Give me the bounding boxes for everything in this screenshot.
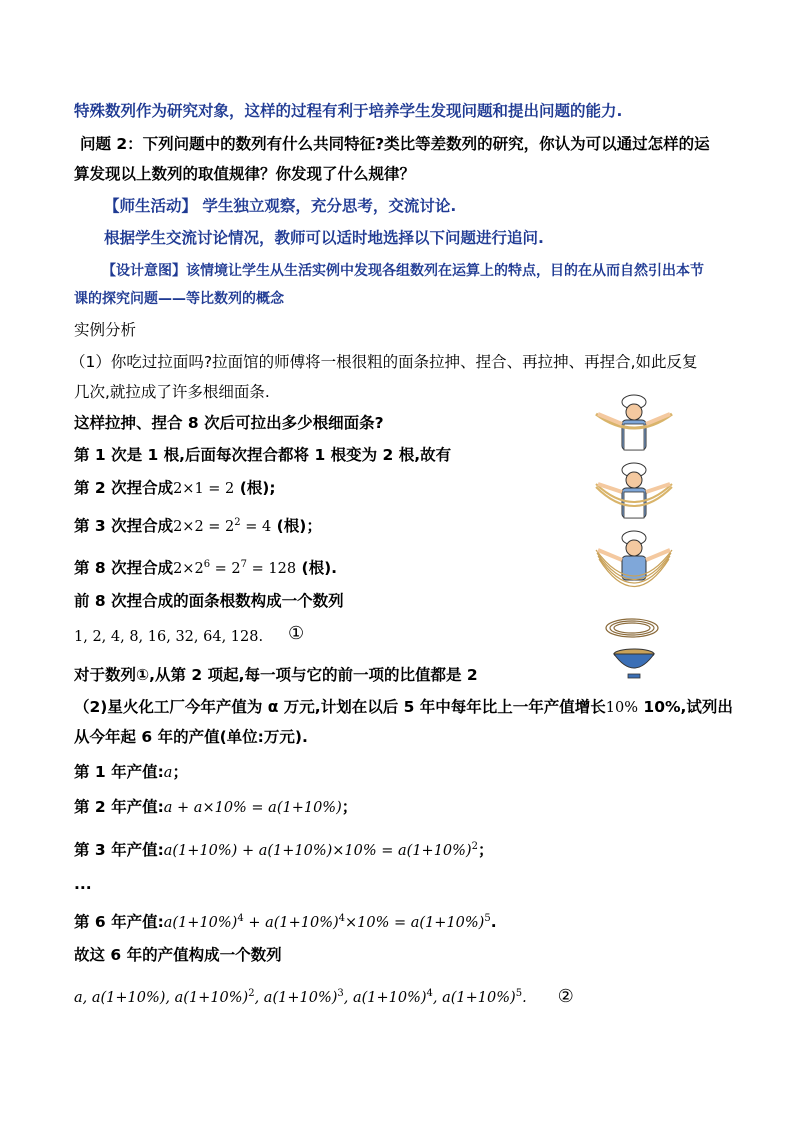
sequence-marker-1: ① (288, 623, 305, 644)
design-intent-line2: 课的探究问题——等比数列的概念 (74, 291, 284, 307)
year1-math: a (163, 765, 173, 781)
seq-exponent4: 4 (426, 988, 433, 999)
year6-end: . (490, 913, 497, 932)
example1-sequence-intro: 前 8 次捏合成的面条根数构成一个数列 (74, 592, 344, 610)
step2-label: 第 2 次捏合成 (74, 479, 174, 497)
question2-line2: 算发现以上数列的取值规律？你发现了什么规律？ (74, 165, 416, 183)
design-intent-line1: 【设计意图】该情境让学生从生活实例中发现各组数列在运算上的特点，目的在从而自然引出本节 (102, 263, 704, 279)
example2-year2 (74, 797, 357, 818)
year6-label: 第 6 年产值: (74, 913, 164, 932)
example1-step2 (74, 478, 276, 499)
step8-label: 第 8 次捏合成 (74, 559, 174, 578)
example2-seq-b: , a(1+10%) (254, 990, 338, 1007)
example2-p1a: （2)星火化工厂今年产值为 α 万元,计划在以后 5 年中每年比上一年产值增长 (74, 698, 606, 716)
example1-ratio: 对于数列①,从第 2 项起,每一项与它的前一项的比值都是 2 (74, 666, 478, 684)
year2-math: a + a×10% = a(1+10%) (163, 800, 342, 816)
year3-end: ； (477, 841, 494, 860)
example1-question: 这样拉抻、捏合 8 次后可拉出多少根细面条? (74, 414, 384, 432)
example2-sequence-intro: 故这 6 年的产值构成一个数列 (74, 946, 282, 964)
intro-line: 特殊数列作为研究对象，这样的过程有利于培养学生发现问题和提出问题的能力. (74, 102, 623, 120)
step3-math-a: 2×2 = 2 (173, 519, 235, 536)
example1-sequence: 1, 2, 4, 8, 16, 32, 64, 128. (74, 629, 264, 645)
noodle-chef-illustration (588, 392, 680, 684)
year6-math-b: + a(1+10%) (243, 915, 339, 932)
question2-line1: 问题 2：下列问题中的数列有什么共同特征?类比等差数列的研究，你认为可以通过怎样的运 (80, 135, 710, 153)
year6-exponent2: 4 (338, 913, 346, 924)
example2-sequence-line (74, 984, 574, 1008)
step8-math-c: = 128 (247, 561, 297, 578)
step3-label: 第 3 次捏合成 (74, 517, 174, 536)
example2-year6 (74, 909, 497, 933)
chef-figure-1 (596, 395, 672, 450)
example2-year3 (74, 837, 493, 861)
example2-year1 (74, 762, 188, 783)
example1-step3 (74, 513, 322, 537)
year3-exponent: 2 (471, 841, 478, 852)
seq-exponent2: 2 (248, 988, 255, 999)
step8-exponent1: 6 (203, 559, 211, 570)
noodle-bundle (606, 619, 658, 637)
example1-sequence-line (74, 623, 305, 647)
step2-math: 2×1 = 2 (173, 481, 235, 497)
example1-step8 (74, 555, 337, 579)
step8-math-a: 2×2 (173, 561, 204, 578)
section-title: 实例分析 (74, 321, 137, 339)
example2-seq-a: a, a(1+10%), a(1+10%) (74, 990, 249, 1007)
example2-p1 (74, 697, 733, 718)
example1-p1: （1）你吃过拉面吗?拉面馆的师傅将一根很粗的面条拉抻、捏合、再拉抻、再捏合,如此反复 (70, 353, 698, 371)
example2-p1-math: 10% (605, 700, 639, 716)
step8-exponent2: 7 (240, 559, 248, 570)
year6-math-a: a(1+10%) (163, 915, 238, 932)
example2-seq-c: , a(1+10%) (343, 990, 427, 1007)
year1-label: 第 1 年产值: (74, 763, 164, 781)
year3-label: 第 3 年产值: (74, 841, 164, 860)
step8-math-b: = 2 (210, 561, 241, 578)
example2-dots: ... (74, 875, 92, 893)
seq-exponent5: 5 (515, 988, 523, 999)
year6-exponent1: 4 (237, 913, 244, 924)
teacher-student-activity: 【师生活动】 学生独立观察，充分思考，交流讨论. (104, 197, 457, 215)
example1-step1: 第 1 次是 1 根,后面每次捏合都将 1 根变为 2 根,故有 (74, 446, 452, 464)
step3-unit: (根)； (276, 517, 322, 536)
teacher-note: 根据学生交流讨论情况，教师可以适时地选择以下问题进行追问. (104, 229, 544, 247)
chef-figure-3 (596, 531, 672, 587)
year2-label: 第 2 年产值: (74, 798, 164, 816)
noodle-bowl (614, 649, 654, 678)
seq-exponent3: 3 (337, 988, 344, 999)
example2-p1b: 10%,试列出 (638, 698, 733, 716)
year3-math: a(1+10%) + a(1+10%)×10% = a(1+10%) (163, 843, 472, 860)
year1-end: ； (172, 763, 188, 781)
example2-seq-d: , a(1+10%) (432, 990, 516, 1007)
step2-unit: (根); (239, 479, 276, 497)
step3-exponent: 2 (234, 517, 241, 528)
step3-math-b: = 4 (240, 519, 272, 536)
sequence-marker-2: ② (557, 986, 574, 1008)
step8-unit: (根). (301, 559, 338, 578)
year2-end: ； (341, 798, 358, 816)
chef-figure-2 (596, 463, 672, 518)
year6-math-c: ×10% = a(1+10%) (345, 915, 485, 932)
year6-exponent3: 5 (484, 913, 491, 924)
example2-seq-e: . (522, 990, 527, 1007)
example1-p2: 几次,就拉成了许多根细面条. (74, 383, 270, 401)
example2-p2: 从今年起 6 年的产值(单位:万元). (74, 728, 308, 746)
